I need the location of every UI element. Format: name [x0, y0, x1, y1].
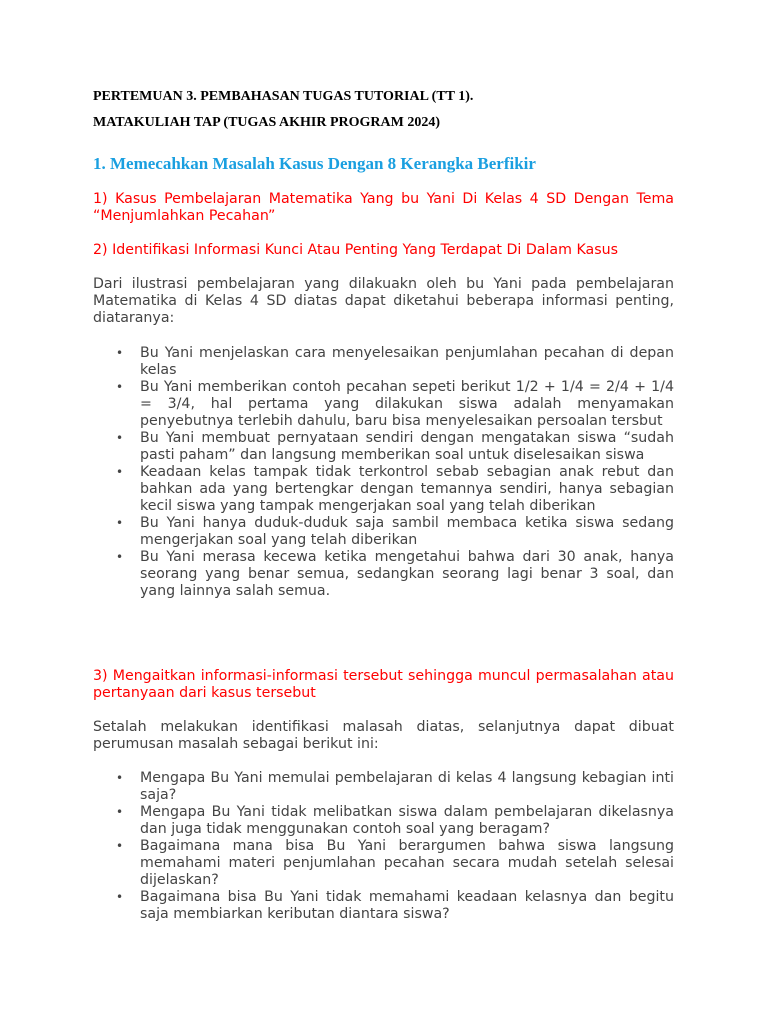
bullet-icon: •: [116, 550, 124, 564]
list-item-text: Bu Yani hanya duduk-duduk saja sambil membaca ketika siswa sedang mengerjakan soal yang telah diberikan: [140, 515, 674, 548]
section-heading: 1. Memecahkan Masalah Kasus Dengan 8 Kerangka Berfikir: [93, 154, 536, 173]
bullet-icon: •: [116, 465, 124, 479]
list-item-text: Keadaan kelas tampak tidak terkontrol sebab sebagian anak rebut dan bahkan ada yang bertengkar dengan temannya sendiri, hanya sebagian kecil siswa yang tampak mengerjakan soal yang telah diberikan: [140, 464, 674, 514]
list-item-text: Mengapa Bu Yani memulai pembelajaran di kelas 4 langsung kebagian inti saja?: [140, 770, 674, 803]
bullet-icon: •: [116, 771, 124, 785]
list-item: [93, 345, 674, 379]
meeting-title: PERTEMUAN 3. PEMBAHASAN TUGAS TUTORIAL (TT 1).: [93, 89, 474, 104]
problem-questions-list: [93, 770, 674, 923]
list-item-text: Mengapa Bu Yani tidak melibatkan siswa dalam pembelajaran dikelasnya dan juga tidak menggunakan contoh soal yang beragam?: [140, 804, 674, 837]
bullet-icon: •: [116, 805, 124, 819]
list-item: [93, 379, 674, 430]
list-item: [93, 430, 674, 464]
bullet-icon: •: [116, 890, 124, 904]
bullet-icon: •: [116, 516, 124, 530]
list-item: [93, 838, 674, 889]
list-item: [93, 889, 674, 923]
list-item-text: Bu Yani merasa kecewa ketika mengetahui bahwa dari 30 anak, hanya seorang yang benar semua, sedangkan seorang lagi benar 3 soal, dan yang lainnya salah semua.: [140, 549, 674, 599]
list-item: [93, 515, 674, 549]
list-item: [93, 464, 674, 515]
bullet-icon: •: [116, 380, 124, 394]
problem-formulation-paragraph: Setalah melakukan identifikasi malasah diatas, selanjutnya dapat dibuat perumusan masalah sebagai berikut ini:: [93, 719, 674, 752]
intro-paragraph: Dari ilustrasi pembelajaran yang dilakuakn oleh bu Yani pada pembelajaran Matematika di Kelas 4 SD diatas dapat diketahui beberapa informasi penting, diataranya:: [93, 276, 674, 326]
list-item-text: Bagaimana mana bisa Bu Yani berargumen bahwa siswa langsung memahami materi penjumlahan pecahan secara mudah setelah selesai dijelaskan?: [140, 838, 674, 888]
course-title: MATAKULIAH TAP (TUGAS AKHIR PROGRAM 2024): [93, 115, 441, 130]
list-item-text: Bu Yani menjelaskan cara menyelesaikan penjumlahan pecahan di depan kelas: [140, 345, 674, 378]
list-item: [93, 770, 674, 804]
bullet-icon: •: [116, 431, 124, 445]
subsection-2-title: 2) Identifikasi Informasi Kunci Atau Penting Yang Terdapat Di Dalam Kasus: [93, 242, 618, 258]
key-information-list: [93, 345, 674, 600]
bullet-icon: •: [116, 839, 124, 853]
list-item-text: Bu Yani membuat pernyataan sendiri dengan mengatakan siswa “sudah pasti paham” dan langsung memberikan soal untuk diselesaikan siswa: [140, 430, 674, 463]
subsection-3-title: 3) Mengaitkan informasi-informasi tersebut sehingga muncul permasalahan atau pertanyaan dari kasus tersebut: [93, 668, 674, 701]
list-item-text: Bu Yani memberikan contoh pecahan sepeti berikut 1/2 + 1/4 = 2/4 + 1/4 = 3/4, hal pertama yang dilakukan siswa adalah menyamakan penyebutnya terlebih dahulu, baru bisa menyelesaikan persoalan tersbut: [140, 379, 674, 429]
bullet-icon: •: [116, 346, 124, 360]
list-item-text: Bagaimana bisa Bu Yani tidak memahami keadaan kelasnya dan begitu saja membiarkan keributan diantara siswa?: [140, 889, 674, 922]
list-item: [93, 549, 674, 600]
subsection-1-title: 1) Kasus Pembelajaran Matematika Yang bu Yani Di Kelas 4 SD Dengan Tema “Menjumlahkan Pecahan”: [93, 191, 674, 224]
list-item: [93, 804, 674, 838]
